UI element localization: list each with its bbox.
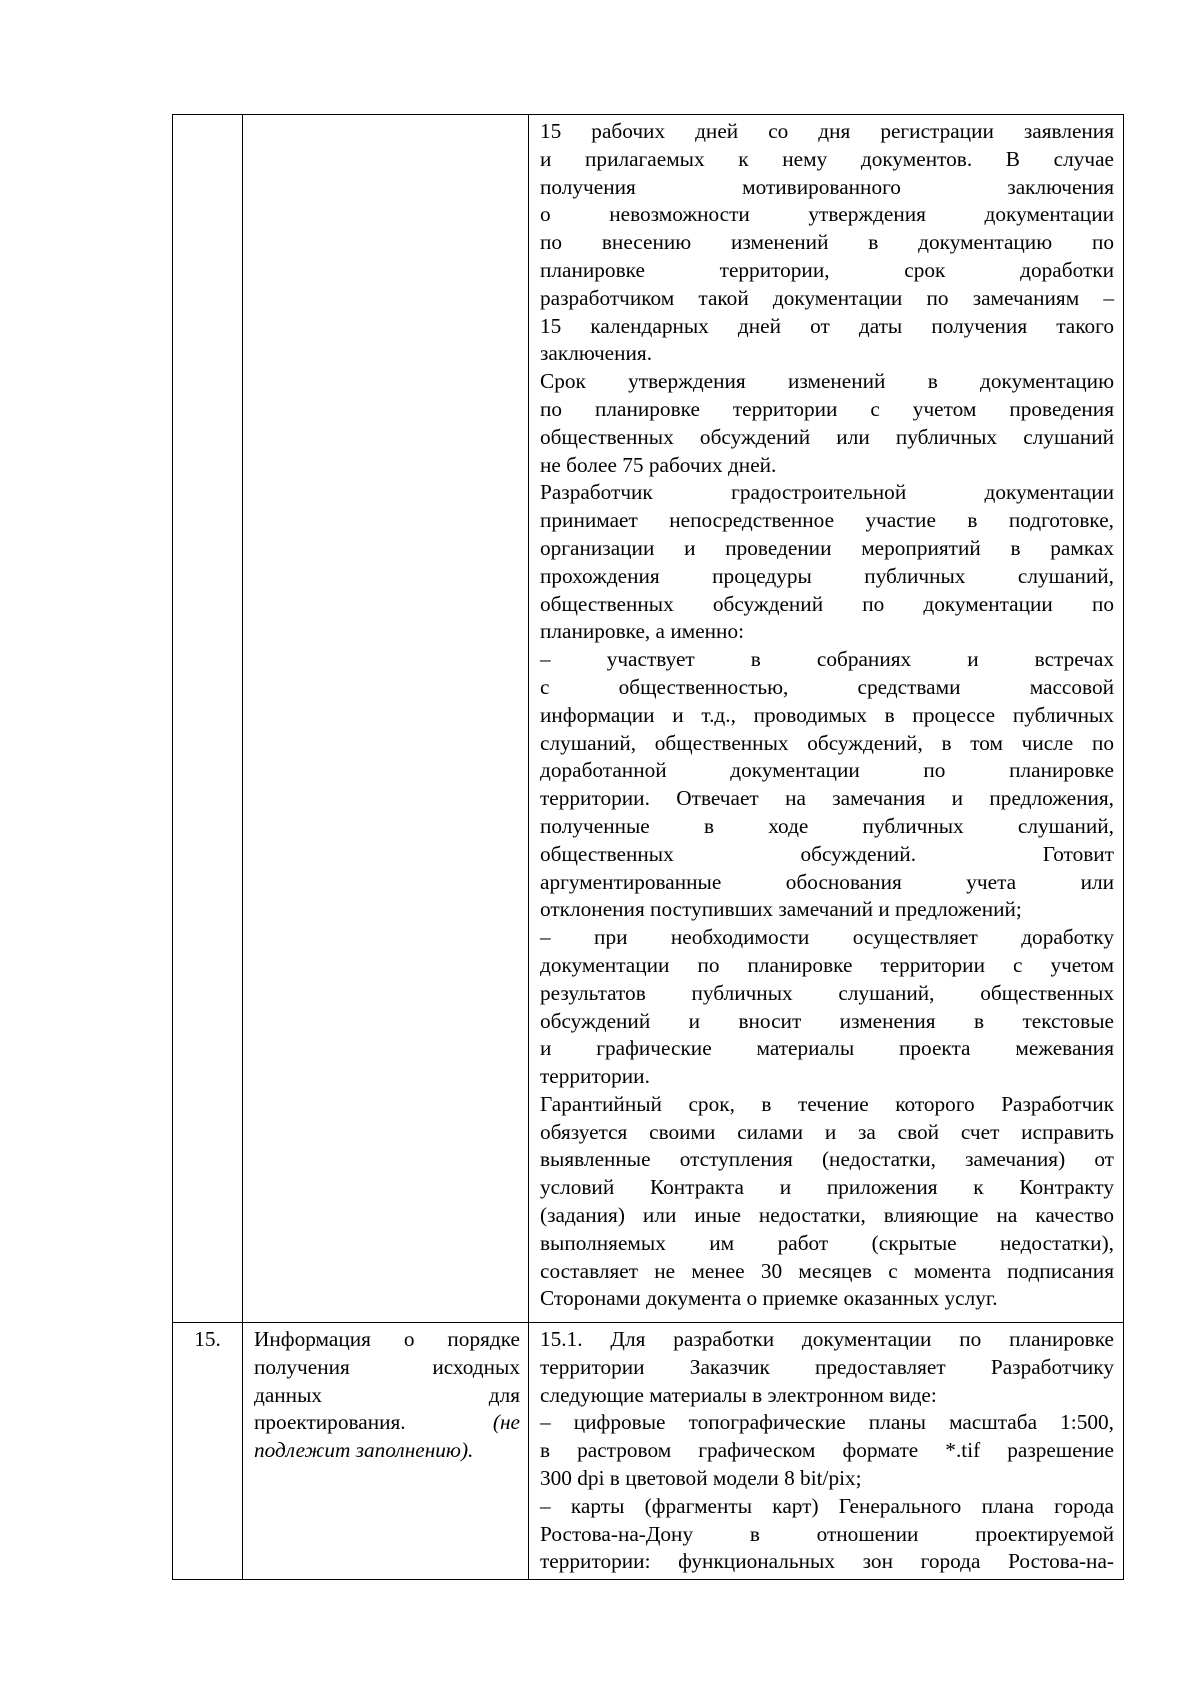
text-line: составляет не менее 30 месяцев с момента подписания <box>540 1258 1114 1283</box>
row-content-text <box>540 118 1114 1313</box>
text-line: не более 75 рабочих дней. <box>540 452 777 477</box>
text-line: Ростова-на-Дону в отношении проектируемой <box>540 1521 1114 1546</box>
requirements-table <box>172 114 1124 1580</box>
row-number-cell <box>173 1323 243 1580</box>
table-row <box>173 115 1124 1323</box>
paragraph <box>540 1493 1114 1576</box>
text-line: разработчиком такой документации по замечаниям – <box>540 285 1114 310</box>
text-line: доработанной документации по планировке <box>540 758 1114 783</box>
text-line: условий Контракта и приложения к Контракту <box>540 1175 1114 1200</box>
table-row <box>173 1323 1124 1580</box>
text-line: общественных обсуждений или публичных слушаний <box>540 424 1114 449</box>
text-line: полученные в ходе публичных слушаний, <box>540 813 1114 838</box>
text-line: результатов публичных слушаний, общественных <box>540 980 1114 1005</box>
text-line: территории. <box>540 1064 650 1089</box>
paragraph <box>540 1091 1114 1313</box>
text-line: планировке территории, срок доработки <box>540 257 1114 282</box>
text-line: планировке, а именно: <box>540 619 745 644</box>
row-content-cell <box>529 115 1124 1323</box>
row-title <box>254 1326 520 1465</box>
text-line: и прилагаемых к нему документов. В случае <box>540 146 1114 171</box>
text-line: организации и проведении мероприятий в рамках <box>540 535 1114 560</box>
text-line: 15 календарных дней от даты получения такого <box>540 313 1114 338</box>
text-line: обсуждений и вносит изменения в текстовые <box>540 1008 1114 1033</box>
text-line: в растровом графическом формате *.tif разрешение <box>540 1438 1114 1463</box>
title-note: подлежит заполнению). <box>254 1438 474 1463</box>
text-line: – участвует в собраниях и встречах <box>540 647 1114 672</box>
text-line: отклонения поступивших замечаний и предложений; <box>540 897 1022 922</box>
text-line: заключения. <box>540 341 653 366</box>
text-line: Сторонами документа о приемке оказанных услуг. <box>540 1286 998 1311</box>
text-line: Гарантийный срок, в течение которого Разработчик <box>540 1091 1114 1116</box>
title-line: получения исходных <box>254 1354 520 1379</box>
text-line: выявленные отступления (недостатки, замечания) от <box>540 1147 1114 1172</box>
text-line: по внесению изменений в документацию по <box>540 230 1114 255</box>
paragraph <box>540 924 1114 1091</box>
text-line: территории Заказчик предоставляет Разработчику <box>540 1354 1114 1379</box>
text-line: территории: функциональных зон города Ростова-на- <box>540 1549 1114 1574</box>
title-note: (не <box>492 1410 520 1435</box>
title-line: данных для <box>254 1382 520 1407</box>
text-line: 15.1. Для разработки документации по планировке <box>540 1327 1114 1351</box>
text-line: (задания) или иные недостатки, влияющие на качество <box>540 1203 1114 1228</box>
title-line: проектирования. (не <box>254 1410 520 1435</box>
text-line: аргументированные обоснования учета или <box>540 869 1114 894</box>
text-line: 15 рабочих дней со дня регистрации заявления <box>540 119 1114 143</box>
text-line: и графические материалы проекта межевания <box>540 1036 1114 1061</box>
text-line: слушаний, общественных обсуждений, в том числе по <box>540 730 1114 755</box>
text-line: о невозможности утверждения документации <box>540 202 1114 227</box>
row-content-cell <box>529 1323 1124 1580</box>
text-line: общественных обсуждений. Готовит <box>540 841 1114 866</box>
text-line: по планировке территории с учетом проведения <box>540 396 1114 421</box>
text-line: документации по планировке территории с учетом <box>540 952 1114 977</box>
text-line: – карты (фрагменты карт) Генерального плана города <box>540 1493 1114 1518</box>
text-line: прохождения процедуры публичных слушаний, <box>540 563 1114 588</box>
text-line: 300 dpi в цветовой модели 8 bit/pix; <box>540 1465 862 1490</box>
row-number: 15. <box>194 1327 221 1351</box>
text-line: с общественностью, средствами массовой <box>540 674 1114 699</box>
text-line: обязуется своими силами и за свой счет исправить <box>540 1119 1114 1144</box>
row-title-cell <box>243 115 529 1323</box>
text-line: принимает непосредственное участие в подготовке, <box>540 508 1114 533</box>
text-line: общественных обсуждений по документации по <box>540 591 1114 616</box>
paragraph <box>540 118 1114 368</box>
row-title-cell <box>243 1323 529 1580</box>
text-line: выполняемых им работ (скрытые недостатки), <box>540 1230 1114 1255</box>
paragraph <box>540 368 1114 479</box>
text-line: Разработчик градостроительной документации <box>540 480 1114 505</box>
text-line: – при необходимости осуществляет доработку <box>540 925 1114 950</box>
paragraph <box>540 646 1114 924</box>
paragraph <box>540 1326 1114 1409</box>
row-content-text <box>540 1326 1114 1576</box>
text-line: получения мотивированного заключения <box>540 174 1114 199</box>
title-line: Информация о порядке <box>254 1327 520 1351</box>
text-line: информации и т.д., проводимых в процессе публичных <box>540 702 1114 727</box>
text-line: следующие материалы в электронном виде: <box>540 1382 937 1407</box>
row-number-cell <box>173 115 243 1323</box>
paragraph <box>540 479 1114 646</box>
text-line: территории. Отвечает на замечания и предложения, <box>540 786 1114 811</box>
text-line: – цифровые топографические планы масштаба 1:500, <box>540 1410 1114 1435</box>
paragraph <box>540 1409 1114 1492</box>
text-line: Срок утверждения изменений в документацию <box>540 369 1114 394</box>
